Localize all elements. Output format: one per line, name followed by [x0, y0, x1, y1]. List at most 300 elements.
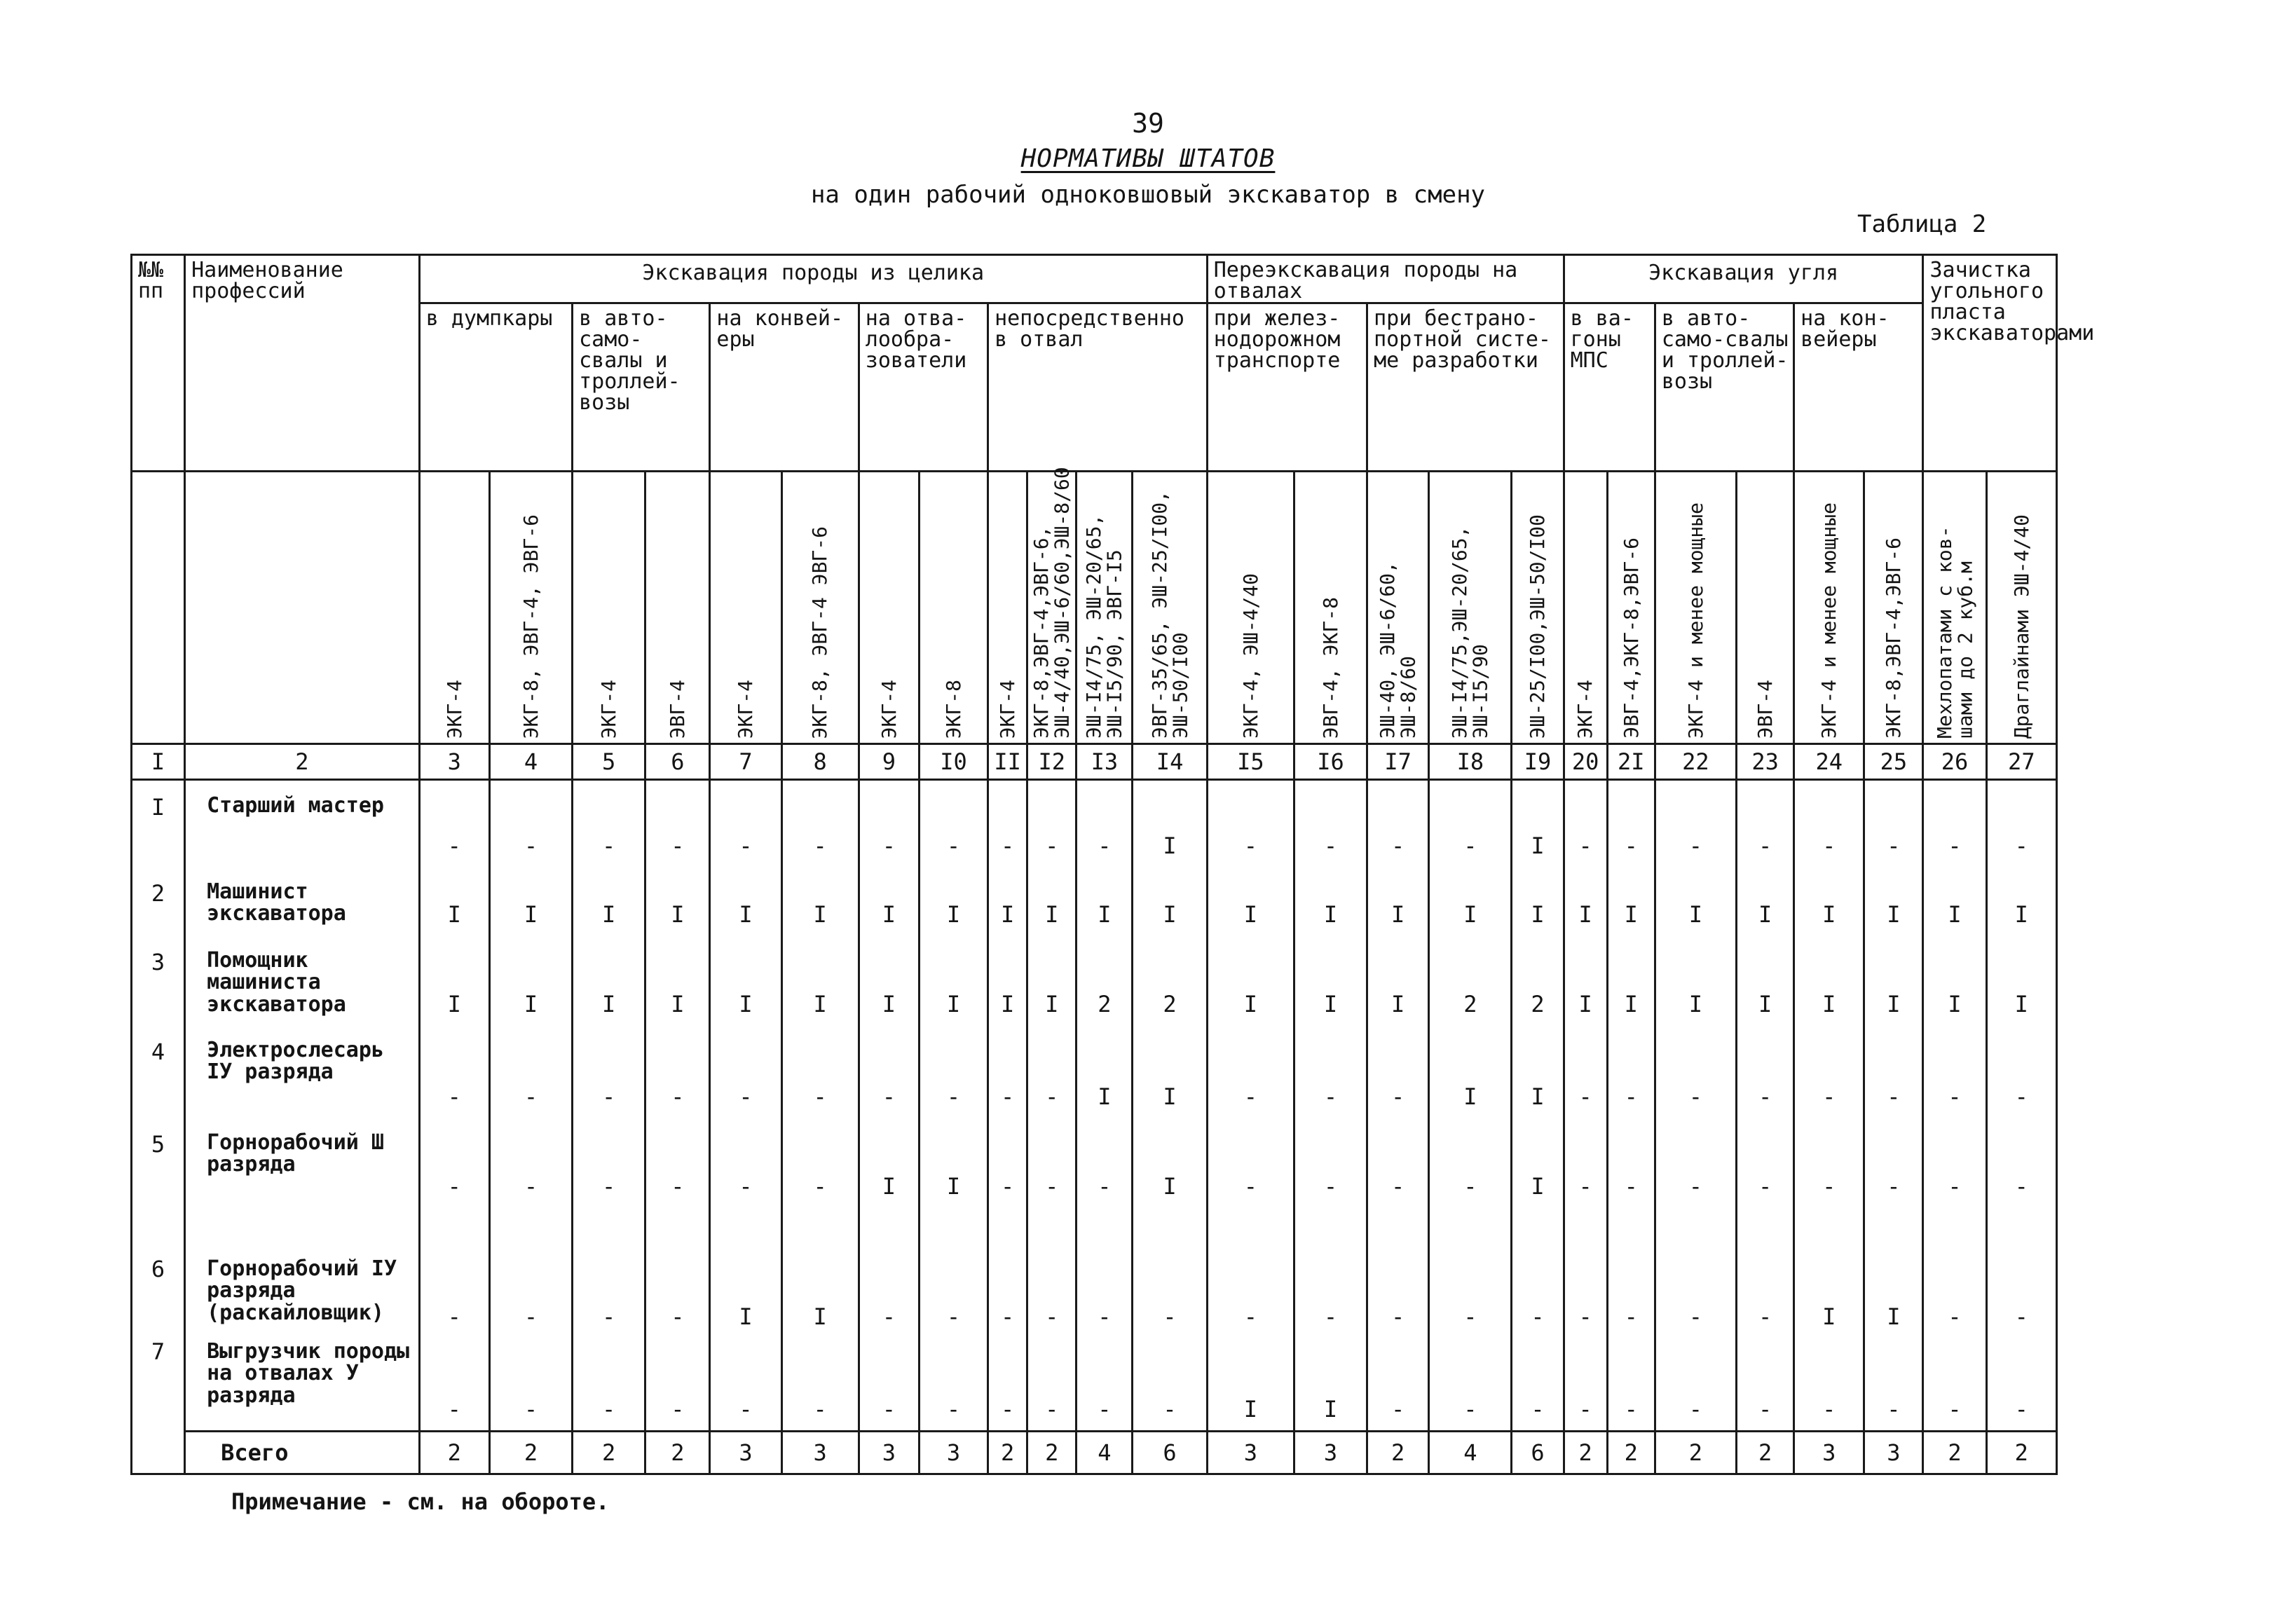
cell-value: - [573, 1025, 645, 1118]
cell-value: - [919, 1207, 988, 1338]
cell-value: - [1564, 1207, 1607, 1338]
cell-value: I [1986, 935, 2056, 1025]
model-header [1207, 472, 1294, 744]
cell-value: - [1607, 1338, 1655, 1432]
page-number: 39 [1132, 108, 1164, 139]
row-number: 7 [132, 1338, 185, 1432]
header-row-models [132, 472, 2057, 744]
cell-value: - [919, 780, 988, 867]
row-number: 2 [132, 867, 185, 935]
cell-value: I [1207, 867, 1294, 935]
page-subtitle: на один рабочий одноковшовый экскаватор в смену [810, 181, 1486, 209]
model-header [1133, 472, 1207, 744]
cell-value: I [919, 867, 988, 935]
column-number: 8 [781, 744, 859, 780]
cell-value: - [489, 780, 572, 867]
cell-value: - [1986, 1207, 2056, 1338]
cell-value: I [1864, 1207, 1923, 1338]
cell-value: I [1367, 935, 1429, 1025]
cell-value: I [573, 867, 645, 935]
cell-value: I [645, 935, 710, 1025]
cell-value: I [1133, 867, 1207, 935]
model-header [1027, 467, 1077, 744]
cell-value: I [1923, 935, 1986, 1025]
cell-value: - [1027, 1338, 1077, 1432]
model-label: ЭКГ-4 [877, 679, 901, 739]
cell-value: - [781, 1338, 859, 1432]
cell-value: - [1512, 1207, 1564, 1338]
model-header [1864, 472, 1923, 744]
cell-value: - [1367, 1025, 1429, 1118]
cell-value: - [1294, 1207, 1367, 1338]
cell-value: - [645, 1118, 710, 1207]
cell-value: - [859, 1025, 919, 1118]
subheader-spreaders: на отва-лообра-зователи [859, 303, 988, 472]
total-value: 2 [1367, 1432, 1429, 1474]
cell-value: I [859, 1118, 919, 1207]
cell-value: I [1512, 867, 1564, 935]
cell-value: - [1655, 780, 1736, 867]
total-value: 3 [710, 1432, 781, 1474]
total-value: 2 [573, 1432, 645, 1474]
cell-value: - [1986, 1338, 2056, 1432]
profession-name: Электрослесарь IУ разряда [185, 1025, 420, 1118]
table-label: Таблица 2 [1857, 210, 1987, 238]
model-label: ЭКГ-4 [596, 679, 620, 739]
cell-value: - [1294, 1025, 1367, 1118]
column-number: 27 [1986, 744, 2056, 780]
subheader-coal-auto: в авто-само-свалы и троллей-возы [1655, 303, 1793, 472]
model-label: ЭКГ-8,ЭВГ-4,ЭВГ-6 [1882, 537, 1906, 739]
total-value: 2 [988, 1432, 1027, 1474]
total-value: 3 [1294, 1432, 1367, 1474]
col-header-no: №№ пп [132, 255, 185, 472]
cell-value: - [1864, 1118, 1923, 1207]
cell-value: - [573, 1118, 645, 1207]
table-row [132, 1207, 2057, 1338]
model-label: ЭКГ-4 [1573, 679, 1597, 739]
total-value: 6 [1512, 1432, 1564, 1474]
cell-value: - [645, 780, 710, 867]
model-label: ЭШ-40, ЭШ-6/60, ЭШ-8/60 [1376, 561, 1420, 739]
model-header [1367, 472, 1429, 744]
column-number: I [132, 744, 185, 780]
model-header [645, 472, 710, 744]
cell-value: I [1027, 935, 1077, 1025]
model-label: Мехлопатами с ков-шами до 2 куб.м [1932, 526, 1977, 739]
column-number: 9 [859, 744, 919, 780]
column-number: I6 [1294, 744, 1367, 780]
model-label: ЭВГ-4, ЭКГ-8 [1318, 596, 1342, 739]
total-value: 2 [645, 1432, 710, 1474]
model-label: ЭВГ-4 [1753, 679, 1777, 739]
cell-value: - [1207, 1207, 1294, 1338]
cell-value: - [1864, 780, 1923, 867]
model-label: ЭВГ-4,ЭКГ-8,ЭВГ-6 [1619, 537, 1643, 739]
row-number: 5 [132, 1118, 185, 1207]
cell-value: - [1207, 780, 1294, 867]
table-row [132, 780, 2057, 867]
table-row [132, 1118, 2057, 1207]
subheader-direct: непосредственно в отвал [988, 303, 1208, 472]
cell-value: I [1077, 867, 1133, 935]
total-label: Всего [185, 1432, 420, 1474]
cell-value: - [1794, 1025, 1864, 1118]
row-number: 6 [132, 1207, 185, 1338]
cell-value: - [1077, 1207, 1133, 1338]
cell-value: I [1133, 780, 1207, 867]
cell-value: - [1794, 1338, 1864, 1432]
model-header [1512, 472, 1564, 744]
column-number: 2 [185, 744, 420, 780]
cell-value: - [1027, 780, 1077, 867]
cell-value: I [710, 935, 781, 1025]
cell-value: I [1512, 1118, 1564, 1207]
cell-value: I [1294, 935, 1367, 1025]
model-label: ЭКГ-4 [995, 679, 1019, 739]
total-value: 2 [489, 1432, 572, 1474]
cell-value: - [781, 780, 859, 867]
cell-value: - [1986, 780, 2056, 867]
total-value: 2 [419, 1432, 489, 1474]
models-blank-profession [185, 472, 420, 744]
total-value: 2 [1027, 1432, 1077, 1474]
cell-value: - [1737, 780, 1794, 867]
cell-value: - [419, 1118, 489, 1207]
model-header [1923, 472, 1986, 744]
column-number: I8 [1429, 744, 1512, 780]
cell-value: I [859, 867, 919, 935]
subheader-conveyors: на конвей-еры [710, 303, 859, 472]
cell-value: - [573, 1207, 645, 1338]
cell-value: - [1655, 1207, 1736, 1338]
model-header [781, 472, 859, 744]
profession-name: Выгрузчик породы на отвалах У разряда [185, 1338, 420, 1432]
subheader-wagons: в ва-гоны МПС [1564, 303, 1655, 472]
model-header [859, 472, 919, 744]
cell-value: - [1429, 1118, 1512, 1207]
column-number: 26 [1923, 744, 1986, 780]
model-header [1429, 472, 1512, 744]
total-value: 2 [1607, 1432, 1655, 1474]
staff-norms-table [130, 254, 2095, 1475]
cell-value: I [1294, 867, 1367, 935]
model-header [1737, 472, 1794, 744]
group-header-coal: Экскавация угля [1564, 255, 1923, 303]
cell-value: - [573, 780, 645, 867]
model-header [1294, 472, 1367, 744]
column-number: I3 [1077, 744, 1133, 780]
table-row [132, 1338, 2057, 1432]
cell-value: - [419, 1207, 489, 1338]
cell-value: I [1367, 867, 1429, 935]
row-number: 4 [132, 1025, 185, 1118]
subheader-autotrucks: в авто-само-свалы и троллей-возы [573, 303, 710, 472]
cell-value: I [1133, 1025, 1207, 1118]
column-number-row [132, 744, 2057, 780]
cell-value: I [1207, 935, 1294, 1025]
row-number: 3 [132, 935, 185, 1025]
column-number: 5 [573, 744, 645, 780]
cell-value: - [1655, 1025, 1736, 1118]
header-row-2 [132, 303, 2057, 472]
cell-value: - [1512, 1338, 1564, 1432]
cell-value: I [988, 935, 1027, 1025]
model-label: ЭШ-25/I00,ЭШ-50/I00 [1526, 514, 1550, 739]
cell-value: I [919, 1118, 988, 1207]
model-header [1655, 472, 1736, 744]
cell-value: I [645, 867, 710, 935]
profession-name: Машинист экскаватора [185, 867, 420, 935]
cell-value: I [1607, 935, 1655, 1025]
cell-value: I [710, 867, 781, 935]
column-number: 7 [710, 744, 781, 780]
group-header-reexcavation: Переэкскавация породы на отвалах [1207, 255, 1564, 303]
group-header-rock: Экскавация породы из целика [419, 255, 1207, 303]
model-label: ЭШ-I4/75,ЭШ-20/65, ЭШ-I5/90 [1448, 526, 1492, 739]
cell-value: - [919, 1025, 988, 1118]
model-label: ЭКГ-4, ЭШ-4/40 [1238, 573, 1262, 739]
cell-value: - [489, 1207, 572, 1338]
cell-value: - [1367, 1207, 1429, 1338]
cell-value: I [1737, 935, 1794, 1025]
model-label: ЭКГ-8 [941, 679, 965, 739]
model-label: ЭВГ-35/65, ЭШ-25/I00, ЭШ-50/I00 [1147, 490, 1192, 739]
cell-value: - [1027, 1207, 1077, 1338]
model-header [710, 472, 781, 744]
profession-name: Старший мастер [185, 780, 420, 867]
cell-value: - [710, 1118, 781, 1207]
cell-value: I [1077, 1025, 1133, 1118]
cell-value: - [1027, 1118, 1077, 1207]
cell-value: I [859, 935, 919, 1025]
cell-value: 2 [1133, 935, 1207, 1025]
cell-value: I [1655, 867, 1736, 935]
model-label: ЭКГ-4 и менее мощные [1817, 502, 1841, 739]
subheader-railway: при желез-нодорожном транспорте [1207, 303, 1367, 472]
model-header [1607, 472, 1655, 744]
model-header [573, 472, 645, 744]
cell-value: I [710, 1207, 781, 1338]
column-number: I4 [1133, 744, 1207, 780]
cell-value: - [489, 1025, 572, 1118]
cell-value: - [1607, 780, 1655, 867]
cell-value: I [419, 935, 489, 1025]
column-number: I2 [1027, 744, 1077, 780]
model-label: ЭКГ-4 [442, 679, 466, 739]
cell-value: - [1607, 1118, 1655, 1207]
cell-value: - [489, 1338, 572, 1432]
cell-value: - [573, 1338, 645, 1432]
cell-value: - [1923, 1207, 1986, 1338]
model-label: ЭШ-I4/75, ЭШ-20/65, ЭШ-I5/90, ЭВГ-I5 [1082, 514, 1126, 739]
cell-value: I [781, 935, 859, 1025]
cell-value: - [1133, 1338, 1207, 1432]
total-value: 3 [1207, 1432, 1294, 1474]
cell-value: - [1429, 1207, 1512, 1338]
cell-value: - [645, 1338, 710, 1432]
column-number: I7 [1367, 744, 1429, 780]
cell-value: 2 [1429, 935, 1512, 1025]
cell-value: I [1512, 780, 1564, 867]
cell-value: I [1512, 1025, 1564, 1118]
cell-value: - [1077, 780, 1133, 867]
cell-value: - [919, 1338, 988, 1432]
cell-value: - [1986, 1118, 2056, 1207]
cell-value: - [1564, 1338, 1607, 1432]
cell-value: - [1864, 1338, 1923, 1432]
total-value: 2 [1737, 1432, 1794, 1474]
cell-value: - [1367, 1118, 1429, 1207]
model-header [1564, 472, 1607, 744]
cell-value: - [781, 1025, 859, 1118]
cell-value: - [1564, 780, 1607, 867]
cell-value: - [1737, 1025, 1794, 1118]
cell-value: - [1367, 1338, 1429, 1432]
total-value: 6 [1133, 1432, 1207, 1474]
cell-value: I [1207, 1338, 1294, 1432]
cell-value: - [1077, 1338, 1133, 1432]
cell-value: I [1794, 867, 1864, 935]
cell-value: I [1429, 1025, 1512, 1118]
cell-value: - [1367, 780, 1429, 867]
cell-value: - [645, 1207, 710, 1338]
cell-value: I [1923, 867, 1986, 935]
cell-value: 2 [1512, 935, 1564, 1025]
cell-value: - [1429, 780, 1512, 867]
model-label: Драглайнами ЭШ-4/40 [2009, 514, 2033, 739]
total-no-blank [132, 1432, 185, 1474]
total-value: 3 [1794, 1432, 1864, 1474]
cell-value: - [489, 1118, 572, 1207]
total-value: 3 [1864, 1432, 1923, 1474]
table-row [132, 867, 2057, 935]
cell-value: - [1607, 1025, 1655, 1118]
cell-value: I [1986, 867, 2056, 935]
model-header [919, 472, 988, 744]
column-number: 25 [1864, 744, 1923, 780]
cell-value: - [1923, 780, 1986, 867]
cell-value: 2 [1077, 935, 1133, 1025]
cell-value: - [1655, 1118, 1736, 1207]
cell-value: - [859, 780, 919, 867]
total-value: 4 [1429, 1432, 1512, 1474]
column-number: 3 [419, 744, 489, 780]
cell-value: - [1923, 1025, 1986, 1118]
cell-value: I [1794, 935, 1864, 1025]
cell-value: - [988, 1025, 1027, 1118]
cell-value: - [988, 1207, 1027, 1338]
total-value: 2 [1564, 1432, 1607, 1474]
page-title: НОРМАТИВЫ ШТАТОВ [1020, 144, 1276, 173]
cell-value: - [710, 1025, 781, 1118]
header-row-1 [132, 255, 2057, 303]
cell-value: - [1607, 1207, 1655, 1338]
column-number: I9 [1512, 744, 1564, 780]
column-number: 2I [1607, 744, 1655, 780]
cell-value: - [859, 1207, 919, 1338]
model-label: ЭКГ-8,ЭВГ-4,ЭВГ-6, ЭШ-4/40,ЭШ-6/60,ЭШ-8/60 [1030, 467, 1074, 739]
cell-value: - [1794, 780, 1864, 867]
subheader-coal-conveyors: на кон-вейеры [1794, 303, 1923, 472]
table-row [132, 1025, 2057, 1118]
model-label: ЭКГ-8, ЭВГ-4, ЭВГ-6 [519, 514, 542, 739]
model-header [1794, 472, 1864, 744]
total-row [132, 1432, 2057, 1474]
footnote: Примечание - см. на обороте. [231, 1488, 610, 1515]
model-header [1077, 472, 1133, 744]
cell-value: - [1207, 1118, 1294, 1207]
total-value: 3 [781, 1432, 859, 1474]
cell-value: - [710, 1338, 781, 1432]
column-number: I0 [919, 744, 988, 780]
cell-value: - [1864, 1025, 1923, 1118]
model-label: ЭВГ-4 [666, 679, 690, 739]
cell-value: - [988, 1338, 1027, 1432]
profession-name: Горнорабочий Ш разряда [185, 1118, 420, 1207]
column-number: 6 [645, 744, 710, 780]
cell-value: - [1923, 1118, 1986, 1207]
total-value: 4 [1077, 1432, 1133, 1474]
column-number: 23 [1737, 744, 1794, 780]
cell-value: - [645, 1025, 710, 1118]
cell-value: I [489, 867, 572, 935]
cell-value: I [1429, 867, 1512, 935]
column-number: 24 [1794, 744, 1864, 780]
cell-value: - [419, 1338, 489, 1432]
cell-value: - [1564, 1118, 1607, 1207]
cell-value: - [1655, 1338, 1736, 1432]
profession-name: Помощник машиниста экскаватора [185, 935, 420, 1025]
cell-value: - [1737, 1338, 1794, 1432]
cell-value: I [1655, 935, 1736, 1025]
cell-value: - [988, 780, 1027, 867]
cell-value: - [1207, 1025, 1294, 1118]
model-header [988, 472, 1027, 744]
cell-value: I [1294, 1338, 1367, 1432]
cell-value: - [710, 780, 781, 867]
total-value: 3 [919, 1432, 988, 1474]
row-number: I [132, 780, 185, 867]
cell-value: - [1923, 1338, 1986, 1432]
model-label: ЭКГ-4 и менее мощные [1683, 502, 1707, 739]
model-label: ЭКГ-8, ЭВГ-4 ЭВГ-6 [808, 526, 832, 739]
cell-value: I [419, 867, 489, 935]
group-header-cleaning: Зачистка угольного пласта экскаваторами [1923, 255, 2057, 472]
cell-value: - [1027, 1025, 1077, 1118]
cell-value: - [1294, 1118, 1367, 1207]
col-header-profession: Наименование профессий [185, 255, 420, 472]
cell-value: - [1077, 1118, 1133, 1207]
cell-value: - [1133, 1207, 1207, 1338]
cell-value: I [1864, 867, 1923, 935]
cell-value: - [419, 1025, 489, 1118]
cell-value: I [1607, 867, 1655, 935]
column-number: 4 [489, 744, 572, 780]
model-label: ЭКГ-4 [734, 679, 758, 739]
table-row [132, 935, 2057, 1025]
cell-value: I [1027, 867, 1077, 935]
cell-value: - [1429, 1338, 1512, 1432]
cell-value: I [1864, 935, 1923, 1025]
column-number: 20 [1564, 744, 1607, 780]
cell-value: - [1294, 780, 1367, 867]
cell-value: I [919, 935, 988, 1025]
cell-value: I [1564, 867, 1607, 935]
column-number: II [988, 744, 1027, 780]
cell-value: - [419, 780, 489, 867]
model-header [1986, 472, 2056, 744]
